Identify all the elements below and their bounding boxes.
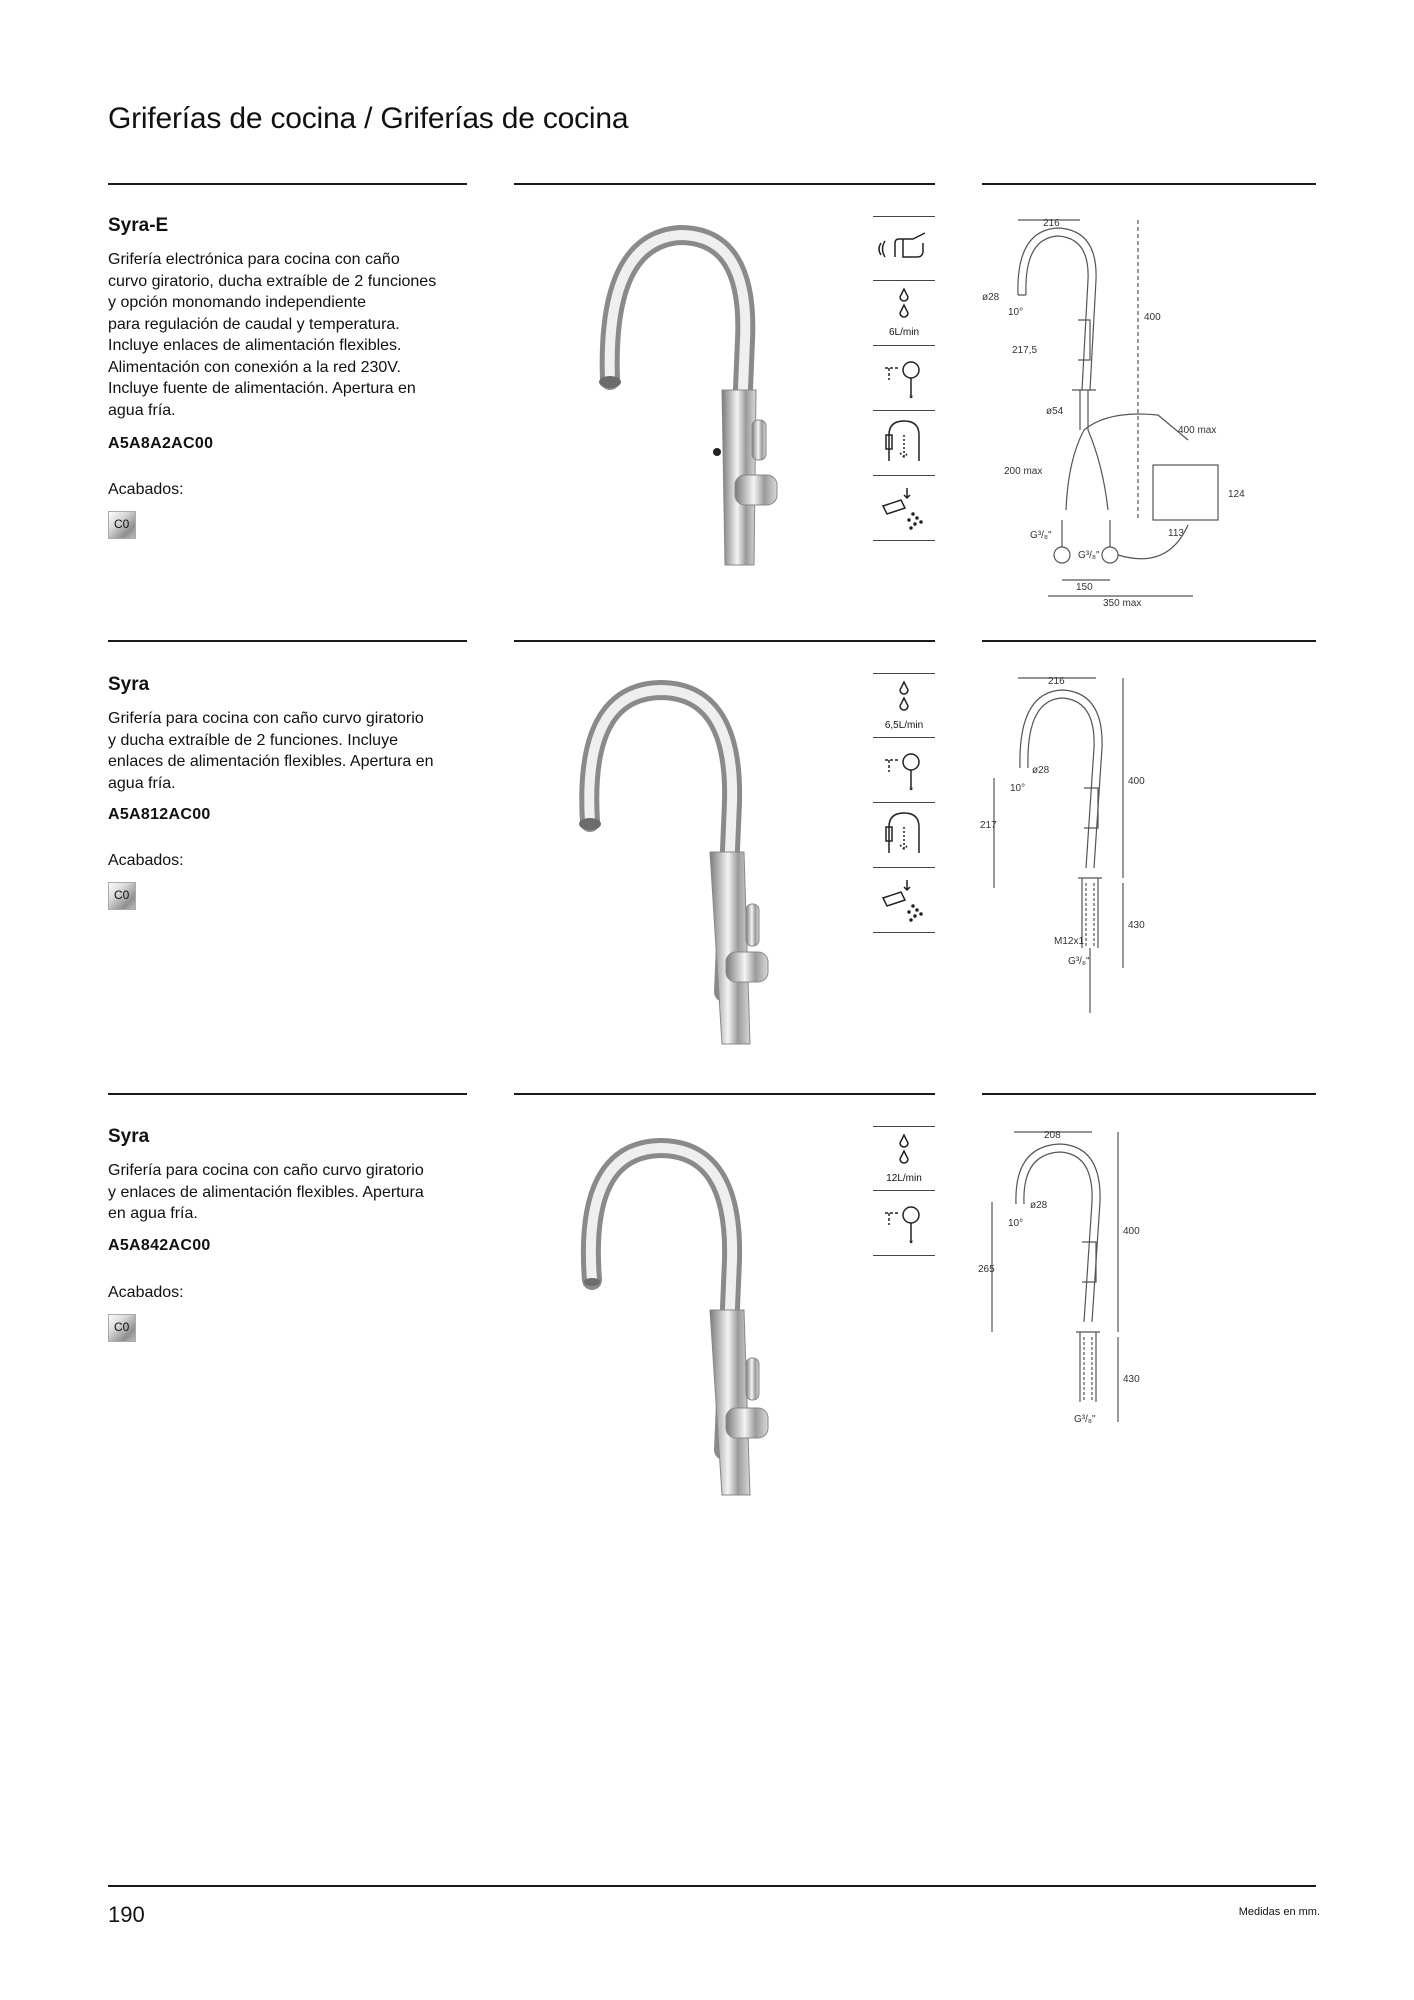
section-divider [108, 640, 467, 642]
product-photo [510, 672, 850, 1052]
section-divider [982, 640, 1316, 642]
measurement-note: Medidas en mm. [1238, 1906, 1320, 1918]
technical-drawing [978, 1122, 1318, 1452]
finish-swatch-chrome[interactable]: C0 [108, 882, 136, 910]
feature-icons [873, 673, 935, 933]
page-number: 190 [108, 1902, 145, 1927]
svg-text:400 max: 400 max [1178, 425, 1217, 436]
svg-text:216: 216 [1048, 676, 1065, 687]
svg-text:G³/₈": G³/₈" [1068, 956, 1090, 967]
product-description: Grifería para cocina con caño curvo giratorio y enlaces de alimentación flexibles. Apertura en agua fría. [108, 1162, 424, 1222]
svg-text:400: 400 [1123, 1226, 1140, 1237]
cold-opening-icon [873, 1191, 935, 1256]
cold-opening-icon [873, 346, 935, 411]
product-code: A5A842AC00 [108, 1237, 211, 1254]
finishes-label: Acabados: [108, 852, 184, 869]
feature-icons [873, 1126, 935, 1256]
dim-width: 216 [1043, 218, 1060, 229]
svg-text:430: 430 [1128, 920, 1145, 931]
flow-rate-icon [873, 673, 935, 738]
section-divider [514, 640, 935, 642]
flow-rate-text: 6L/min [888, 327, 919, 338]
svg-text:M12x1: M12x1 [1054, 936, 1085, 947]
feature-icons [873, 216, 935, 541]
svg-text:ø54: ø54 [1046, 406, 1064, 417]
svg-text:400: 400 [1144, 312, 1161, 323]
svg-text:113: 113 [1168, 528, 1184, 539]
product-description: Grifería para cocina con caño curvo giratorio y ducha extraíble de 2 funciones. Incluye enlaces de alimentación flexibles. Apertura en agua fría. [108, 710, 434, 792]
product-description: Grifería electrónica para cocina con caño curvo giratorio, ducha extraíble de 2 funciones y opción monomando independiente para regulación de caudal y temperatura. Incluye enlaces de alimentación flexibles. Alimentación con conexión a la red 230V. Incluye fuente de alimentación. Apertura en agua fría. [108, 251, 437, 419]
svg-text:10°: 10° [1010, 783, 1026, 794]
product-code: A5A8A2AC00 [108, 435, 214, 452]
svg-text:217: 217 [980, 820, 997, 831]
svg-text:G³/₈": G³/₈" [1074, 1414, 1096, 1425]
svg-text:150: 150 [1076, 582, 1093, 593]
flow-rate-text: 6,5L/min [884, 720, 924, 731]
product-name: Syra-E [108, 215, 169, 236]
svg-text:G³/₈": G³/₈" [1078, 550, 1100, 561]
svg-text:124: 124 [1228, 489, 1245, 500]
pull-out-spout-icon [873, 411, 935, 476]
section-divider [514, 1093, 935, 1095]
finishes-label: Acabados: [108, 481, 184, 498]
svg-text:10°: 10° [1008, 1218, 1024, 1229]
footer-divider [108, 1885, 1316, 1887]
section-divider [514, 183, 935, 185]
product-code: A5A812AC00 [108, 806, 211, 823]
flow-rate-icon [873, 1126, 935, 1191]
product-name: Syra [108, 1126, 150, 1147]
svg-text:265: 265 [978, 1264, 995, 1275]
cold-opening-icon [873, 738, 935, 803]
svg-text:ø28: ø28 [1030, 1200, 1048, 1211]
spray-functions-icon [873, 868, 935, 933]
product-photo [510, 1130, 850, 1510]
sensor-hand-icon [873, 216, 935, 281]
svg-text:208: 208 [1044, 1130, 1061, 1141]
flow-rate-text: 12L/min [886, 1173, 922, 1184]
section-divider [108, 1093, 467, 1095]
svg-text:217,5: 217,5 [1012, 345, 1038, 356]
finish-swatch-chrome[interactable]: C0 [108, 1314, 136, 1342]
section-divider [982, 1093, 1316, 1095]
svg-text:*: * [909, 393, 914, 405]
svg-text:350 max: 350 max [1103, 598, 1142, 609]
flow-rate-icon [873, 281, 935, 346]
section-divider [982, 183, 1316, 185]
svg-text:*: * [909, 785, 914, 797]
product-name: Syra [108, 674, 150, 695]
svg-text:10°: 10° [1008, 307, 1024, 318]
spray-functions-icon [873, 476, 935, 541]
svg-text:ø28: ø28 [1032, 765, 1050, 776]
svg-text:200 max: 200 max [1004, 466, 1043, 477]
section-divider [108, 183, 467, 185]
svg-text:G³/₈": G³/₈" [1030, 530, 1052, 541]
technical-drawing [978, 668, 1318, 1028]
finishes-label: Acabados: [108, 1284, 184, 1301]
svg-text:430: 430 [1123, 1374, 1140, 1385]
svg-text:ø28: ø28 [982, 292, 1000, 303]
svg-text:400: 400 [1128, 776, 1145, 787]
finish-swatch-chrome[interactable]: C0 [108, 511, 136, 539]
technical-drawing [978, 210, 1318, 610]
pull-out-spout-icon [873, 803, 935, 868]
product-photo [510, 210, 850, 570]
page-title: Griferías de cocina / Griferías de cocina [108, 102, 629, 135]
svg-text:*: * [909, 1238, 914, 1250]
